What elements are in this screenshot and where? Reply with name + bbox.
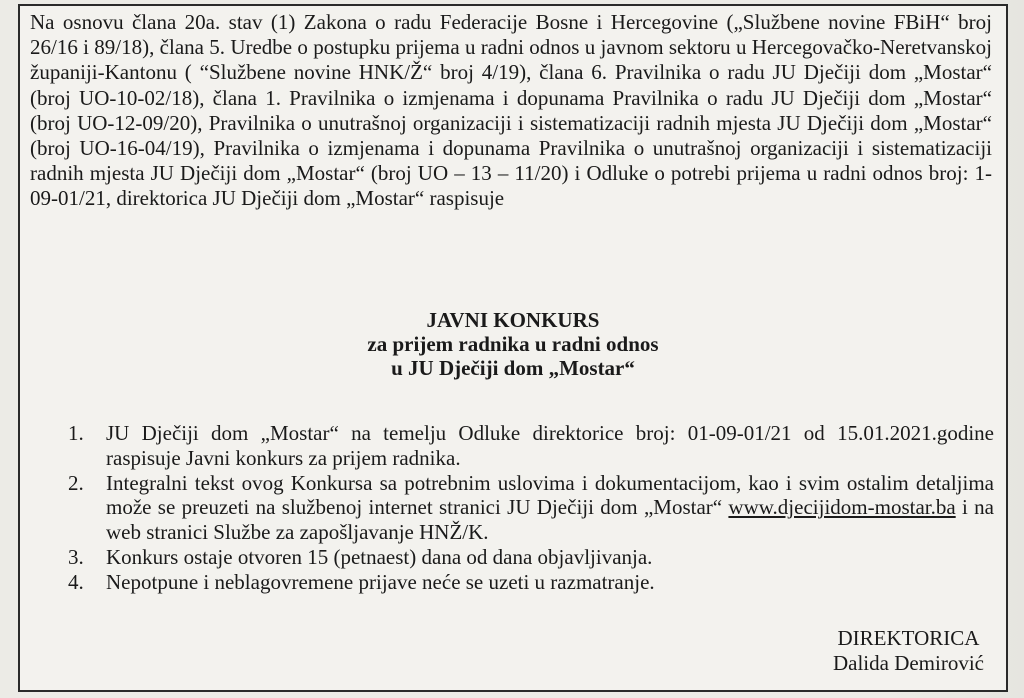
list-item-text: Integralni tekst ovog Konkursa sa potrebnim uslovima i dokumentacijom, kao i svim ostalim detaljima može se preuzeti na službenoj internet stranici JU Dječiji dom „Mostar“ [106,470,994,520]
list-item [64,545,994,570]
intro-paragraph: Na osnovu člana 20a. stav (1) Zakona o radu Federacije Bosne i Hercegovine („Službene novine FBiH“ broj 26/16 i 89/18), člana 5. Uredbe o postupku prijema u radni odnos u javnom sektoru u Hercegovačko-Neretvanskoj županiji-Kantonu ( “Službene novine HNK/Ž“ broj 4/19), člana 6. Pravilnika o radu JU Dječiji dom „Mostar“ (broj UO-10-02/18), člana 1. Pravilnika o izmjenama i dopunama Pravilnika o radu JU Dječiji dom „Mostar“ (broj UO-12-09/20), Pravilnika o unutrašnoj organizaciji i sistematizaciji radnih mjesta JU Dječiji dom „Mostar“ (broj UO-16-04/19), Pravilnika o izmjenama i dopunama Pravilnika o unutrašnoj organizaciji i sistematizaciji radnih mjesta JU Dječiji dom „Mostar“ (broj UO – 13 – 11/20) i Odluke o potrebi prijema u radni odnos broj: 1-09-01/21, direktorica JU Dječiji dom „Mostar“ raspisuje [30,10,992,211]
signature-block [833,626,984,676]
notice-heading [20,308,1006,380]
signature-title: DIREKTORICA [837,626,980,650]
list-item-number: 2. [68,470,84,495]
list-item-number: 4. [68,569,84,594]
list-item [64,471,994,545]
notice-list [64,421,994,595]
list-item-text: Nepotpune i neblagovremene prijave neće se uzeti u razmatranje. [106,569,655,594]
website-link[interactable]: www.djecijidom-mostar.ba [728,495,956,520]
list-item-number: 3. [68,544,84,569]
list-item-text: Konkurs ostaje otvoren 15 (petnaest) dana od dana objavljivanja. [106,544,653,569]
signature-name: Dalida Demirović [832,651,984,675]
heading-subtitle-2: u JU Dječiji dom „Mostar“ [391,356,635,380]
list-item-text-continued: i na web stranici Službe za zapošljavanje HNŽ/K. [106,495,994,545]
public-notice-box [18,4,1008,692]
heading-title: JAVNI KONKURS [426,308,600,332]
list-item [64,421,994,471]
list-item [64,570,994,595]
list-item-number: 1. [68,421,84,445]
list-item-text: JU Dječiji dom „Mostar“ na temelju Odluke direktorice broj: 01-09-01/21 od 15.01.2021.godine raspisuje Javni konkurs za prijem radnika. [106,421,994,470]
heading-subtitle-1: za prijem radnika u radni odnos [367,332,659,356]
